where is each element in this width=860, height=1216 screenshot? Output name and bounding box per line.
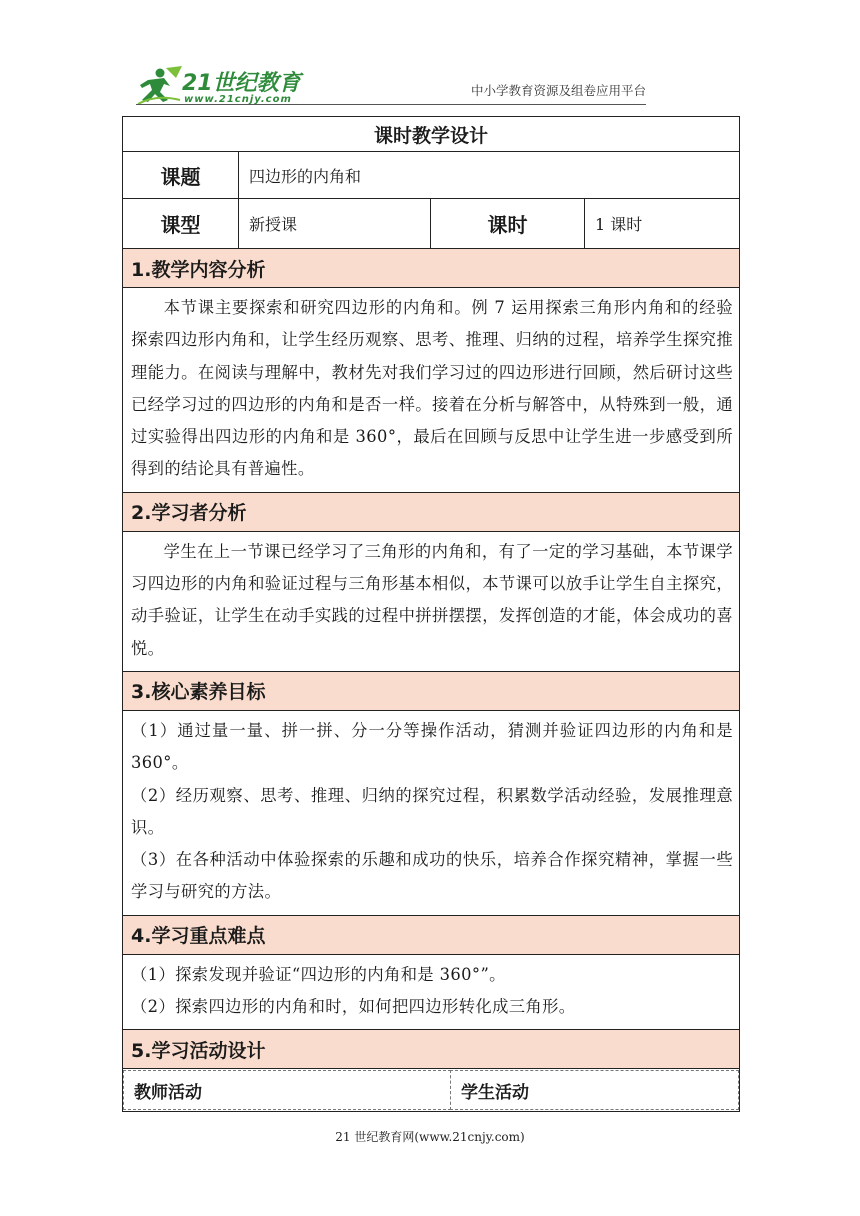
- list-item: （2）经历观察、思考、推理、归纳的探究过程，积累数学活动经验，发展推理意识。: [131, 785, 734, 837]
- topic-label: 课题: [123, 152, 239, 199]
- logo-url: www.21cnjy.com: [184, 94, 292, 105]
- section-heading: 2.学习者分析: [123, 492, 740, 531]
- section-body: 本节课主要探索和研究四边形的内角和。例 7 运用探索三角形内角和的经验探索四边形内角和，让学生经历观察、思考、推理、归纳的过程，培养学生探究推理能力。在阅读与理解中，教材先对我们学习过的四边形进行回顾，然后研讨这些已经学习过的四边形的内角和是否一样。接着在分析与解答中，从特殊到一般，通过实验得出四边形的内角和是 360°，最后在回顾与反思中让学生进一步感受到所得到的结论具有普遍性。: [123, 288, 740, 493]
- list-item: （3）在各种活动中体验探索的乐趣和成功的快乐，培养合作探究精神，掌握一些学习与研究的方法。: [131, 850, 734, 902]
- section-body: 学生在上一节课已经学习了三角形的内角和，有了一定的学习基础，本节课学习四边形的内角和验证过程与三角形基本相似，本节课可以放手让学生自主探究，动手验证，让学生在动手实践的过程中拼拼摆摆，发挥创造的才能，体会成功的喜悦。: [123, 531, 740, 671]
- topic-value: 四边形的内角和: [239, 152, 740, 199]
- type-value: 新授课: [239, 199, 431, 249]
- header-divider: [136, 104, 646, 105]
- section-heading: 3.核心素养目标: [123, 671, 740, 710]
- runner-logo-icon: [136, 64, 186, 106]
- student-activity-header: 学生活动: [450, 1070, 739, 1110]
- hours-label: 课时: [431, 199, 585, 249]
- list-item: （2）探索四边形的内角和时，如何把四边形转化成三角形。: [131, 997, 576, 1017]
- section-heading: 5.学习活动设计: [123, 1030, 740, 1069]
- section-list: [123, 954, 740, 1030]
- page-footer: 21 世纪教育网(www.21cnjy.com): [335, 1130, 525, 1144]
- section-heading: 4.学习重点难点: [123, 915, 740, 954]
- section-list: [123, 710, 740, 915]
- lesson-design-table: [122, 116, 740, 1112]
- list-item: （1）探索发现并验证“四边形的内角和是 360°”。: [131, 964, 506, 984]
- platform-name: 中小学教育资源及组卷应用平台: [470, 83, 646, 98]
- site-logo[interactable]: [136, 64, 306, 108]
- teacher-activity-header: 教师活动: [123, 1070, 451, 1110]
- list-item: （1）通过量一量、拼一拼、分一分等操作活动，猜测并验证四边形的内角和是 360°。: [131, 720, 734, 773]
- logo-wordmark: 21世纪教育: [182, 71, 301, 96]
- table-title: 课时教学设计: [123, 117, 740, 152]
- hours-value: 1 课时: [585, 199, 740, 249]
- activity-table: [123, 1069, 740, 1112]
- type-label: 课型: [123, 199, 239, 249]
- section-heading: 1.教学内容分析: [123, 249, 740, 288]
- page-header: [0, 0, 860, 110]
